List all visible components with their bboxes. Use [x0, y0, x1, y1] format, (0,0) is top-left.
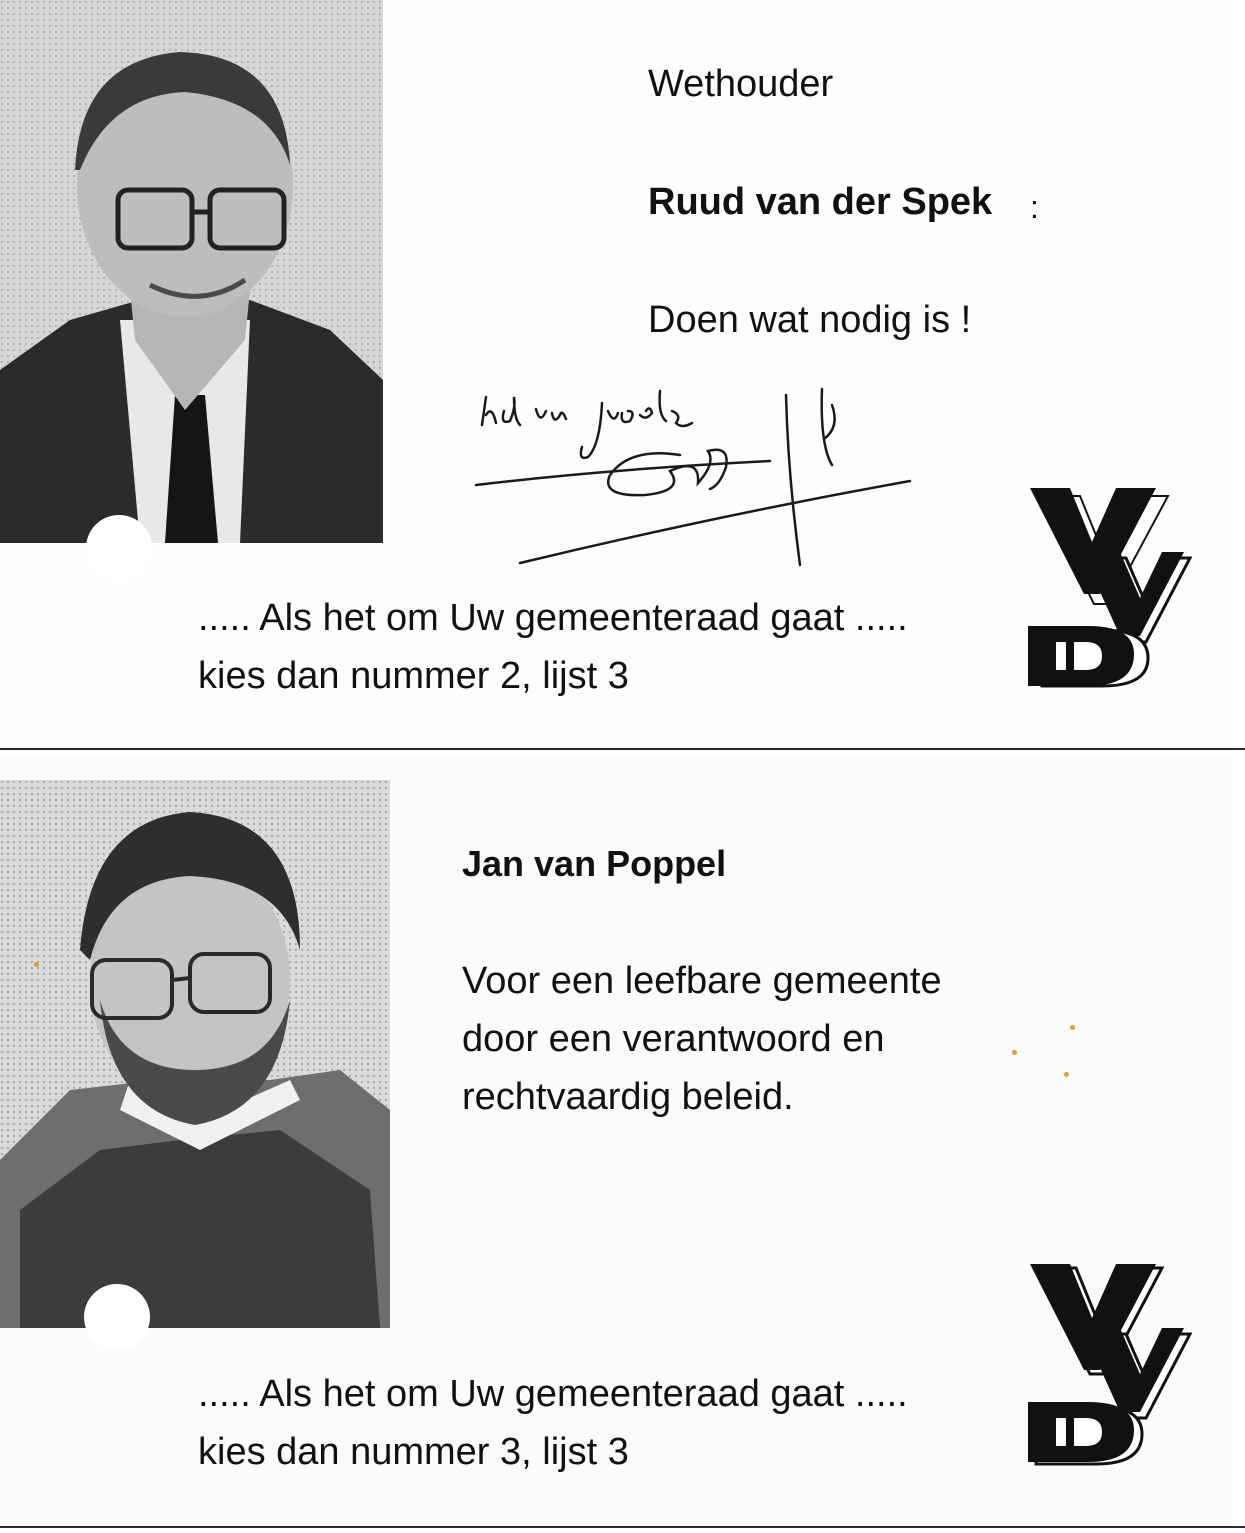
candidate-photo [0, 0, 383, 543]
handwritten-signature [470, 385, 920, 575]
punch-hole [86, 515, 152, 581]
footer-line-2: kies dan nummer 2, lijst 3 [198, 655, 629, 697]
candidate-title: Wethouder [648, 63, 834, 105]
footer-line-1: ..... Als het om Uw gemeenteraad gaat ..... [198, 597, 908, 639]
paper-speck [1012, 1050, 1017, 1055]
footer-line-1: ..... Als het om Uw gemeenteraad gaat ..... [198, 1373, 908, 1415]
candidate-name: Jan van Poppel [462, 843, 727, 884]
candidate-photo [0, 780, 390, 1328]
name-suffix: : [1030, 189, 1039, 225]
paper-speck [1064, 1072, 1069, 1077]
vvd-logo [1022, 482, 1192, 692]
candidate-name: Ruud van der Spek [648, 181, 993, 223]
campaign-card-1 [0, 0, 1232, 752]
paper-speck [1070, 1025, 1075, 1030]
candidate-slogan: Voor een leefbare gemeente door een verantwoord en rechtvaardig beleid. [462, 960, 942, 1118]
vvd-logo [1022, 1258, 1192, 1468]
footer-line-2: kies dan nummer 3, lijst 3 [198, 1431, 629, 1473]
card-divider [0, 748, 1245, 750]
punch-hole [84, 1284, 150, 1350]
paper-speck [34, 962, 39, 967]
candidate-slogan: Doen wat nodig is ! [648, 299, 972, 341]
card-bottom-edge [0, 1526, 1245, 1528]
